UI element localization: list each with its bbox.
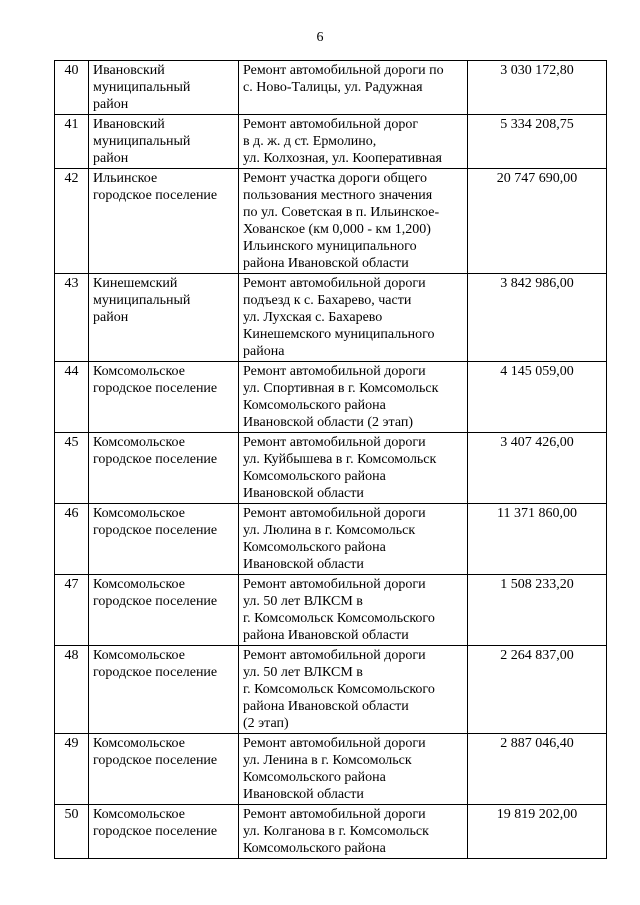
table-row <box>55 805 607 859</box>
municipality-cell: Комсомольское городское поселение <box>89 362 239 433</box>
amount-cell: 19 819 202,00 <box>468 805 607 859</box>
description-cell: Ремонт автомобильной дороги ул. Спортивная в г. Комсомольск Комсомольского района Ивановской области (2 этап) <box>239 362 468 433</box>
table-row <box>55 362 607 433</box>
amount-cell: 2 887 046,40 <box>468 734 607 805</box>
page-number: 6 <box>316 30 324 45</box>
amount-cell: 3 030 172,80 <box>468 61 607 115</box>
row-number: 42 <box>55 169 89 274</box>
table-row <box>55 575 607 646</box>
row-number: 47 <box>55 575 89 646</box>
amount-cell: 4 145 059,00 <box>468 362 607 433</box>
row-number: 45 <box>55 433 89 504</box>
row-number: 50 <box>55 805 89 859</box>
row-number: 46 <box>55 504 89 575</box>
table-row <box>55 61 607 115</box>
row-number: 43 <box>55 274 89 362</box>
amount-cell: 3 842 986,00 <box>468 274 607 362</box>
row-number: 40 <box>55 61 89 115</box>
amount-cell: 1 508 233,20 <box>468 575 607 646</box>
description-cell: Ремонт автомобильной дороги ул. 50 лет ВЛКСМ в г. Комсомольск Комсомольского района Ивановской области (2 этап) <box>239 646 468 734</box>
description-cell: Ремонт автомобильной дорог в д. ж. д ст. Ермолино, ул. Колхозная, ул. Кооперативная <box>239 115 468 169</box>
amount-cell: 11 371 860,00 <box>468 504 607 575</box>
municipality-cell: Комсомольское городское поселение <box>89 433 239 504</box>
row-number: 44 <box>55 362 89 433</box>
municipality-cell: Ильинское городское поселение <box>89 169 239 274</box>
description-cell: Ремонт автомобильной дороги подъезд к с. Бахарево, части ул. Лухская с. Бахарево Кинешемского муниципального района <box>239 274 468 362</box>
road-repair-table <box>54 60 607 859</box>
description-cell: Ремонт автомобильной дороги по с. Ново-Талицы, ул. Радужная <box>239 61 468 115</box>
table-row <box>55 433 607 504</box>
description-cell: Ремонт участка дороги общего пользования местного значения по ул. Советская в п. Ильинское- Хованское (км 0,000 - км 1,200) Ильинского муниципального района Ивановской области <box>239 169 468 274</box>
table-row <box>55 734 607 805</box>
table-row <box>55 115 607 169</box>
table-row <box>55 504 607 575</box>
description-cell: Ремонт автомобильной дороги ул. Колганова в г. Комсомольск Комсомольского района <box>239 805 468 859</box>
description-cell: Ремонт автомобильной дороги ул. Ленина в г. Комсомольск Комсомольского района Ивановской области <box>239 734 468 805</box>
amount-cell: 5 334 208,75 <box>468 115 607 169</box>
description-cell: Ремонт автомобильной дороги ул. 50 лет ВЛКСМ в г. Комсомольск Комсомольского района Ивановской области <box>239 575 468 646</box>
description-cell: Ремонт автомобильной дороги ул. Куйбышева в г. Комсомольск Комсомольского района Ивановской области <box>239 433 468 504</box>
table-row <box>55 274 607 362</box>
municipality-cell: Комсомольское городское поселение <box>89 805 239 859</box>
municipality-cell: Кинешемский муниципальный район <box>89 274 239 362</box>
amount-cell: 3 407 426,00 <box>468 433 607 504</box>
amount-cell: 20 747 690,00 <box>468 169 607 274</box>
municipality-cell: Ивановский муниципальный район <box>89 61 239 115</box>
municipality-cell: Комсомольское городское поселение <box>89 734 239 805</box>
row-number: 48 <box>55 646 89 734</box>
municipality-cell: Комсомольское городское поселение <box>89 575 239 646</box>
municipality-cell: Комсомольское городское поселение <box>89 504 239 575</box>
municipality-cell: Ивановский муниципальный район <box>89 115 239 169</box>
table-row <box>55 646 607 734</box>
table-row <box>55 169 607 274</box>
municipality-cell: Комсомольское городское поселение <box>89 646 239 734</box>
row-number: 41 <box>55 115 89 169</box>
amount-cell: 2 264 837,00 <box>468 646 607 734</box>
description-cell: Ремонт автомобильной дороги ул. Люлина в г. Комсомольск Комсомольского района Ивановской области <box>239 504 468 575</box>
row-number: 49 <box>55 734 89 805</box>
